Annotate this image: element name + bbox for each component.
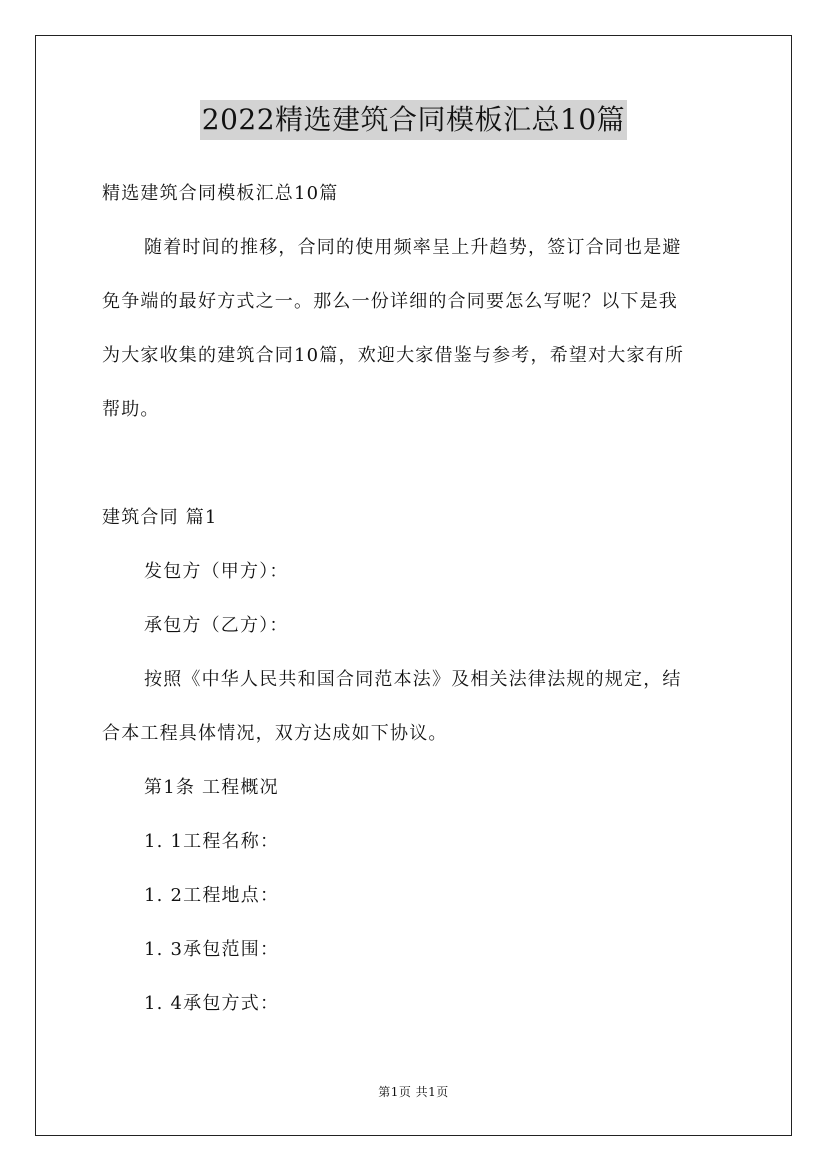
basis-line-2: 合本工程具体情况，双方达成如下协议。	[102, 723, 448, 744]
section-heading: 建筑合同 篇1	[102, 507, 218, 528]
item-1-1: 1. 1工程名称：	[144, 831, 280, 852]
document-title: 2022精选建筑合同模板汇总10篇	[200, 100, 627, 140]
document-subtitle: 精选建筑合同模板汇总10篇	[102, 183, 339, 204]
intro-line-3: 为大家收集的建筑合同10篇，欢迎大家借鉴与参考，希望对大家有所	[102, 345, 685, 366]
item-1-4: 1. 4承包方式：	[144, 993, 280, 1014]
intro-line-1: 随着时间的推移，合同的使用频率呈上升趋势，签订合同也是避	[144, 237, 682, 258]
party-a-line: 发包方（甲方）：	[144, 561, 289, 582]
intro-line-2: 免争端的最好方式之一。那么一份详细的合同要怎么写呢？以下是我	[102, 291, 678, 312]
intro-line-4: 帮助。	[102, 399, 160, 420]
item-1-2: 1. 2工程地点：	[144, 885, 280, 906]
article-1-heading: 第1条 工程概况	[144, 777, 279, 798]
party-b-line: 承包方（乙方）：	[144, 615, 289, 636]
basis-line-1: 按照《中华人民共和国合同范本法》及相关法律法规的规定，结	[144, 669, 682, 690]
title-container	[0, 100, 827, 140]
page-footer: 第1页 共1页	[378, 1085, 449, 1099]
item-1-3: 1. 3承包范围：	[144, 939, 280, 960]
